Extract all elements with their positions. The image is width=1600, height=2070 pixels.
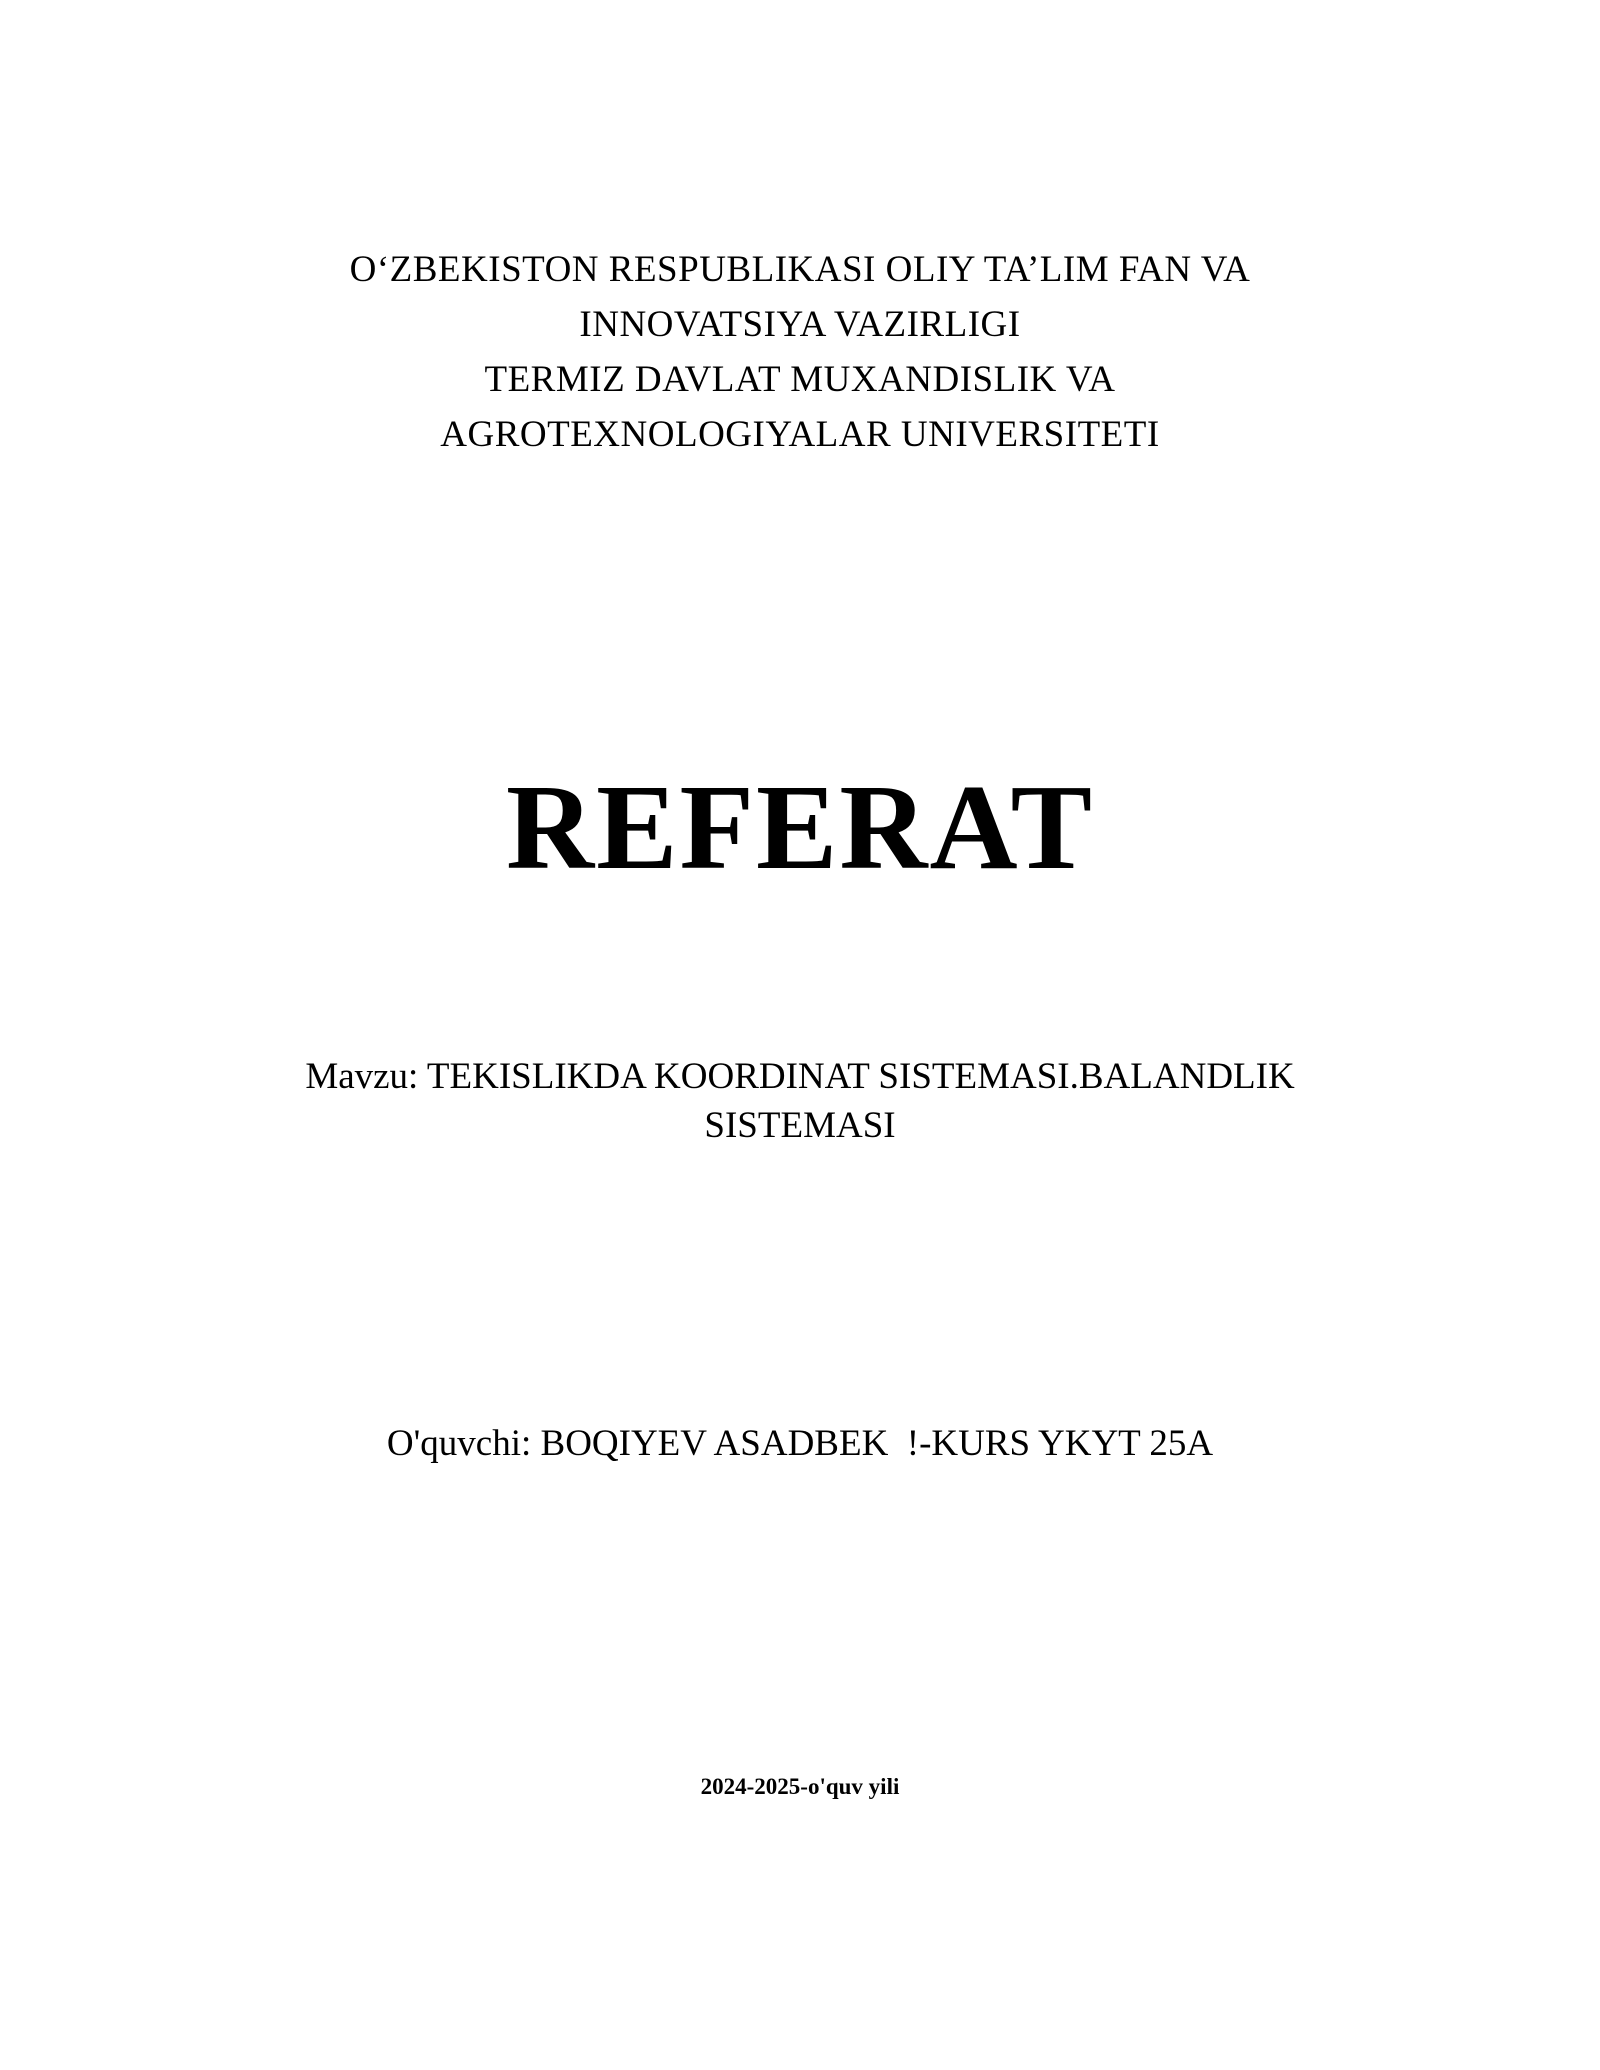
academic-year: 2024-2025-o'quv yili <box>700 1774 900 1799</box>
topic-line-1: Mavzu: TEKISLIKDA KOORDINAT SISTEMASI.BALANDLIK <box>305 1056 1295 1097</box>
university-header <box>0 242 1600 462</box>
header-line-4: AGROTEXNOLOGIYALAR UNIVERSITETI <box>440 414 1160 455</box>
topic-block <box>0 1052 1600 1150</box>
header-line-2: INNOVATSIYA VAZIRLIGI <box>579 304 1021 345</box>
header-line-3: TERMIZ DAVLAT MUXANDISLIK VA <box>484 359 1116 400</box>
student-line: O'quvchi: BOQIYEV ASADBEK !-KURS YKYT 25A <box>386 1423 1214 1464</box>
topic-line-2: SISTEMASI <box>704 1105 896 1146</box>
header-line-1: O‘ZBEKISTON RESPUBLIKASI OLIY TA’LIM FAN VA <box>349 249 1251 290</box>
document-title: REFERAT <box>506 760 1094 895</box>
